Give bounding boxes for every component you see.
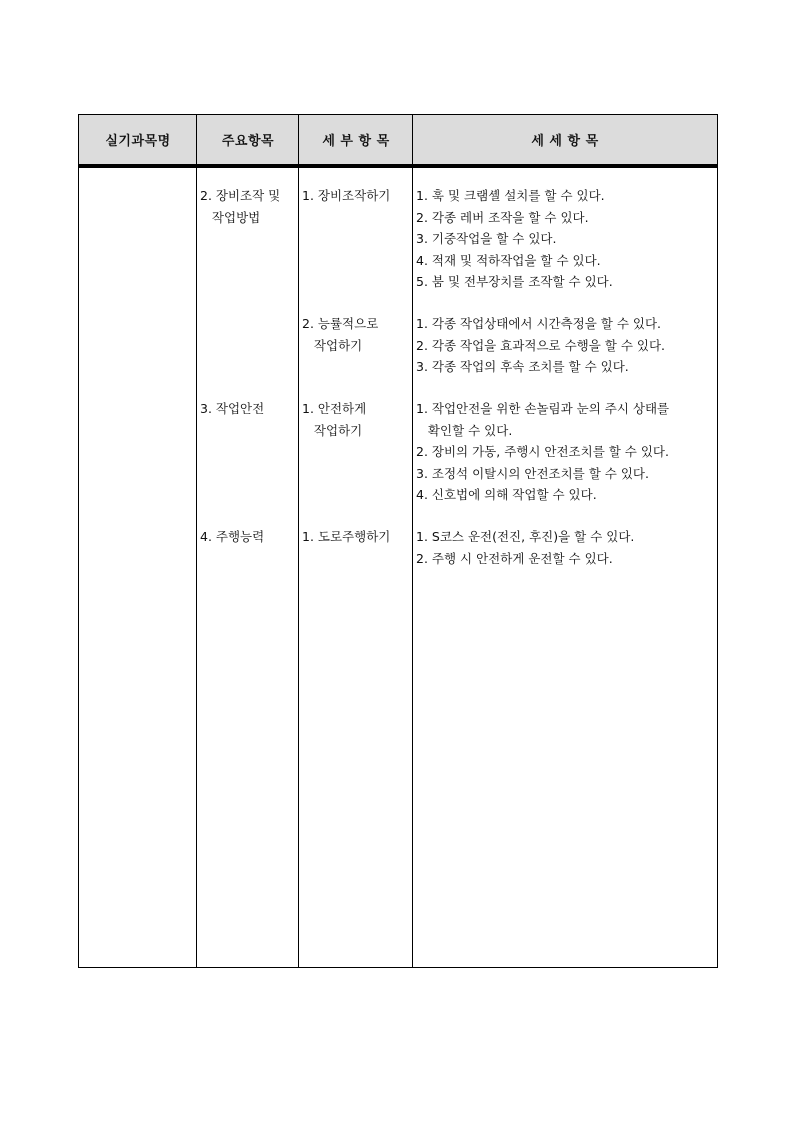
detail-item: 1. 작업안전을 위한 손놀림과 눈의 주시 상태를: [416, 401, 670, 416]
detail-item: 1. 훅 및 크램셸 설치를 할 수 있다.: [416, 188, 605, 203]
detail-item: 2. 각종 작업을 효과적으로 수행을 할 수 있다.: [416, 337, 665, 353]
detail-item: 4. 신호법에 의해 작업할 수 있다.: [416, 487, 597, 502]
main-item: 3. 작업안전: [200, 401, 265, 416]
detail-list: [416, 313, 665, 378]
header-main-item: 주요항목: [221, 134, 275, 149]
detail-item: 1. 각종 작업상태에서 시간측정을 할 수 있다.: [416, 316, 662, 331]
sub-item: 1. 장비조작하기: [302, 188, 391, 203]
main-item: 4. 주행능력: [200, 529, 265, 544]
detail-item: 1. S코스 운전(전진, 후진)을 할 수 있다.: [416, 529, 635, 544]
column-divider: [412, 115, 413, 967]
sub-item: 1. 안전하게 작업하기: [302, 401, 367, 438]
detail-item: 2. 각종 레버 조작을 할 수 있다.: [416, 209, 589, 225]
detail-item: 4. 적재 및 적하작업을 할 수 있다.: [416, 252, 601, 268]
detail-item: 2. 장비의 가동, 주행시 안전조치를 할 수 있다.: [416, 444, 669, 459]
detail-item: 3. 조정석 이탈시의 안전조치를 할 수 있다.: [416, 465, 649, 481]
detail-item: 3. 각종 작업의 후속 조치를 할 수 있다.: [416, 359, 629, 374]
header-subject: 실기과목명: [105, 134, 171, 149]
sub-item: 1. 도로주행하기: [302, 529, 391, 544]
detail-item: 5. 붐 및 전부장치를 조작할 수 있다.: [416, 274, 613, 289]
sub-item: 2. 능률적으로 작업하기: [302, 316, 379, 353]
column-divider: [196, 115, 197, 967]
detail-item: 3. 기중작업을 할 수 있다.: [416, 231, 557, 246]
detail-list: [416, 185, 613, 293]
detail-list: [416, 526, 634, 569]
main-item: 2. 장비조작 및 작업방법: [200, 188, 281, 225]
header-sub-item: 세 부 항 목: [322, 134, 390, 149]
detail-item: 확인할 수 있다.: [416, 422, 513, 438]
header-detail-item: 세 세 항 목: [531, 134, 599, 149]
column-divider: [298, 115, 299, 967]
detail-item: 2. 주행 시 안전하게 운전할 수 있다.: [416, 550, 613, 566]
syllabus-table: [78, 114, 718, 968]
detail-list: [416, 398, 669, 506]
